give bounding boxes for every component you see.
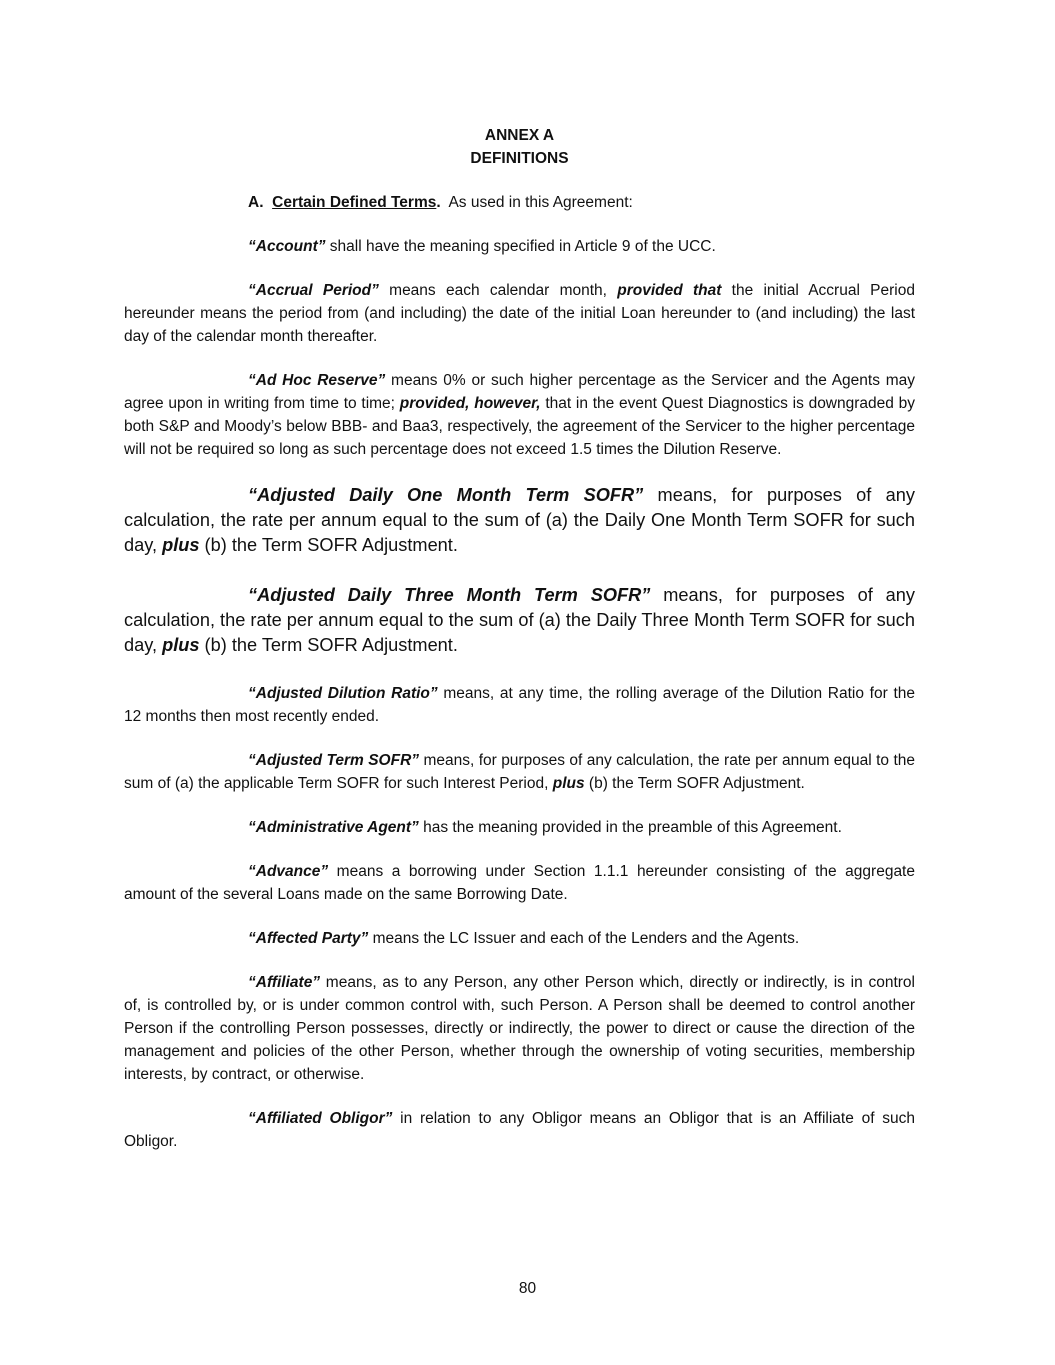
plus-emphasis: plus	[162, 635, 200, 655]
definition-text: means, for purposes of any calculation, the rate per annum equal to the sum of (a) the applicable Term SOFR for such Interest Period,	[124, 752, 916, 792]
definition-affected-party	[124, 927, 915, 950]
plus-emphasis: plus	[162, 535, 200, 555]
definition-text: the initial Accrual Period hereunder means the period from (and including) the date of the initial Loan hereunder to (and including) the last day of the calendar month thereafter.	[124, 282, 915, 345]
definition-adjusted-daily-one-month-term-sofr	[124, 483, 915, 558]
definition-text: that in the event Quest Diagnostics is downgraded by both S&P and Moody’s below BBB- and Baa3, respectively, the agreement of the Servicer to the higher percentage will not be required so long as such percentage does not exceed 1.5 times the Dilution Reserve.	[124, 395, 916, 458]
section-label: A.	[248, 194, 264, 211]
definition-text: means, as to any Person, any other Person which, directly or indirectly, is in control of, is controlled by, or is under common control with, such Person. A Person shall be deemed to control another Person if the controlling Person possesses, directly or indirectly, the power to direct or cause the direction of the management and policies of the other Person, whether through the ownership of voting securities, membership interests, by contract, or otherwise.	[124, 974, 915, 1083]
definition-text: means, for purposes of any calculation, the rate per annum equal to the sum of (a) the Daily Three Month Term SOFR for such day,	[124, 585, 915, 655]
definition-text: (b) the Term SOFR Adjustment.	[199, 535, 458, 555]
defined-term: “Advance”	[248, 863, 329, 880]
section-intro	[124, 191, 915, 214]
definition-text: means the LC Issuer and each of the Lenders and the Agents.	[368, 930, 800, 947]
section-title-period: .	[436, 194, 441, 211]
definitions-title: DEFINITIONS	[470, 150, 569, 167]
definition-text: means a borrowing under Section 1.1.1 hereunder consisting of the aggregate amount of the several Loans made on the same Borrowing Date.	[124, 863, 915, 903]
definition-adjusted-dilution-ratio	[124, 682, 915, 728]
definition-text: shall have the meaning specified in Article 9 of the UCC.	[325, 238, 716, 255]
defined-term: “Ad Hoc Reserve”	[248, 372, 386, 389]
defined-term: “Adjusted Daily One Month Term SOFR”	[248, 485, 644, 505]
definition-affiliate	[124, 971, 915, 1086]
definition-adjusted-daily-three-month-term-sofr	[124, 583, 915, 658]
defined-term: “Administrative Agent”	[248, 819, 419, 836]
plus-emphasis: plus	[552, 775, 585, 792]
definition-affiliated-obligor	[124, 1107, 915, 1153]
defined-term: “Accrual Period”	[248, 282, 379, 299]
definition-text: (b) the Term SOFR Adjustment.	[199, 635, 458, 655]
annex-title: ANNEX A	[484, 127, 555, 144]
section-title: Certain Defined Terms	[272, 194, 437, 211]
definition-text: (b) the Term SOFR Adjustment.	[584, 775, 805, 792]
defined-term: “Account”	[248, 238, 326, 255]
definition-advance	[124, 860, 915, 906]
document-body	[124, 124, 915, 1153]
defined-term: “Affected Party”	[248, 930, 369, 947]
definition-account	[124, 235, 915, 258]
defined-term: “Adjusted Term SOFR”	[248, 752, 420, 769]
definition-text: means, for purposes of any calculation, the rate per annum equal to the sum of (a) the Daily One Month Term SOFR for such day,	[124, 485, 915, 555]
page-number: 80	[518, 1280, 537, 1297]
defined-term: “Adjusted Daily Three Month Term SOFR”	[248, 585, 651, 605]
defined-term: “Affiliated Obligor”	[248, 1110, 393, 1127]
definition-ad-hoc-reserve	[124, 369, 915, 461]
defined-term: “Adjusted Dilution Ratio”	[248, 685, 438, 702]
definition-text: has the meaning provided in the preamble of this Agreement.	[418, 819, 842, 836]
definition-adjusted-term-sofr	[124, 749, 915, 795]
definition-text: means each calendar month,	[378, 282, 618, 299]
definition-text: means, at any time, the rolling average of the Dilution Ratio for the 12 months then most recently ended.	[124, 685, 915, 725]
definition-accrual-period	[124, 279, 915, 348]
defined-term: “Affiliate”	[248, 974, 321, 991]
proviso-emphasis: provided that	[617, 282, 722, 299]
proviso-emphasis: provided, however,	[399, 395, 541, 412]
definition-text: means 0% or such higher percentage as the Servicer and the Agents may agree upon in writing from time to time;	[124, 372, 915, 412]
definition-text: in relation to any Obligor means an Obligor that is an Affiliate of such Obligor.	[124, 1110, 915, 1150]
definition-administrative-agent	[124, 816, 915, 839]
section-intro-text: As used in this Agreement:	[448, 194, 633, 211]
